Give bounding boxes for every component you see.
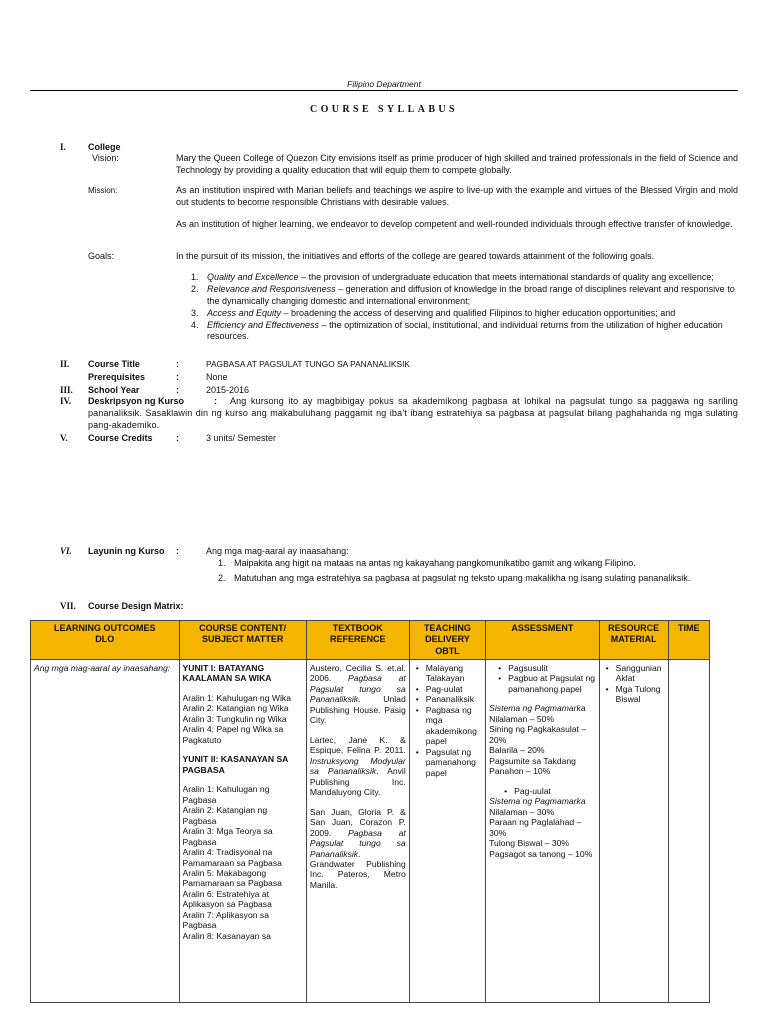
goal-text: – the optimization of social, institutional, and individual returns from the utilization of higher education resources. (207, 319, 723, 342)
dlo-cell (31, 659, 180, 1002)
description-text: Ang kursong ito ay magbibigay pokus sa akademikong pagbasa at lohikal na pagsulat tungo sa paggawa ng sariling pananaliksik. Sasaklawin din ng kurso ang makabuluhang paggamit ng iba’t ibang estratehiya sa pagbasa at pagsulat bilang paghahanda ng mga sulating pang-akademiko. (88, 396, 738, 430)
delivery-item: • Pag-uulat (413, 684, 482, 694)
goal-term: Access and Equity (207, 307, 282, 318)
section-roman-vi: VI. (60, 546, 72, 556)
goal-term: Efficiency and Effectiveness (207, 319, 320, 330)
layunin-list (218, 558, 728, 585)
assessment-list (489, 786, 596, 796)
section-roman-iii: III. (60, 385, 73, 395)
layunin-text: Matutuhan ang mga estratehiya sa pagbasa at pagsulat ng teksto upang makalikha ng isang sulating pananaliksik. (234, 572, 691, 583)
header-textbook-reference (306, 621, 409, 660)
spacer (310, 726, 406, 735)
spacer (489, 694, 596, 703)
document-title: COURSE SYLLABUS (310, 104, 458, 115)
reference-author: San Juan, Gloria P. & San Juan, Corazon P. 2009. (309, 806, 406, 838)
layunin-item (218, 558, 728, 570)
goal-item (191, 272, 738, 284)
resource-list (603, 663, 665, 705)
grading-system-title: Sistema ng Pagmamarka (489, 796, 586, 807)
grading-line: Pagsagot sa tanong – 10% (489, 848, 593, 859)
reference-author: Lartec, Jane K. & Espique, Felina P. 2011. (309, 734, 406, 756)
grading-line: Paraan ng Paglalahad – 30% (489, 817, 582, 838)
content-cell (179, 659, 306, 1002)
goals-label: Goals: (88, 251, 115, 261)
assessment-item: • Pagbuo at Pagsulat ng pamanahong papel (495, 673, 596, 694)
department-header: Filipino Department (347, 79, 421, 89)
matrix-body-row (31, 659, 710, 1002)
section-roman-i: I. (60, 142, 66, 152)
colon: : (176, 546, 179, 556)
colon: : (176, 433, 179, 443)
header-course-content (179, 621, 306, 660)
reference-author: Austero, Cecilia S. et.al. 2006. (309, 662, 406, 684)
course-design-matrix (30, 620, 710, 1003)
delivery-item: • Pagbasa ng mga akademikong papel (413, 705, 482, 747)
goal-item (191, 320, 738, 344)
goal-text: – the provision of undergraduate education that meets international standards of quality ang excellence; (298, 272, 714, 282)
layunin-label: Layunin ng Kurso (88, 546, 165, 556)
assessment-list (489, 663, 596, 694)
header-text: REFERENCE (330, 634, 386, 645)
colon: : (176, 359, 179, 369)
header-text: MATERIAL (610, 634, 657, 645)
delivery-item: • Pananaliksik (413, 694, 482, 704)
reference-entry (310, 807, 406, 891)
header-time (668, 621, 709, 660)
lesson-item: Aralin 1: Kahulugan ng Pagbasa (182, 784, 270, 805)
matrix-header-row (31, 621, 710, 660)
layunin-number: 1. (218, 558, 226, 568)
lesson-item: Aralin 3: Tungkulin ng Wika (182, 713, 287, 724)
reference-cell (306, 659, 409, 1002)
header-text: ASSESSMENT (511, 623, 574, 633)
assessment-item: • Pag-uulat (501, 786, 596, 796)
school-year-value: 2015-2016 (206, 385, 250, 395)
course-credits-value: 3 units/ Semester (206, 433, 277, 443)
layunin-item (218, 573, 728, 585)
matrix-label: Course Design Matrix: (88, 601, 184, 611)
section-roman-iv: IV. (60, 396, 72, 406)
colon: : (176, 385, 179, 395)
delivery-item: • Pagsulat ng pamanahong papel (413, 747, 482, 778)
header-text: SUBJECT MATTER (202, 634, 284, 645)
goal-number: 1. (191, 272, 199, 282)
section-roman-ii: II. (60, 359, 70, 369)
grading-line: Balarila – 20% (489, 745, 545, 756)
spacer (183, 745, 303, 754)
vision-label: Vision: (92, 153, 119, 163)
assessment-item: • Pagsusulit (495, 663, 596, 673)
goal-term: Relevance and Responsiveness (207, 283, 336, 294)
goal-number: 4. (191, 319, 199, 330)
lesson-item: Aralin 6: Estratehiya at Aplikasyon sa Pagbasa (182, 888, 272, 910)
header-text: DELIVERY (425, 634, 470, 645)
header-text: TIME (678, 623, 700, 633)
content-clip (183, 663, 303, 969)
reference-publisher: . Unlad Publishing House. Pasig City. (309, 694, 406, 726)
resource-item: • Sanggunian Aklat (603, 663, 665, 684)
lesson-item: Aralin 2: Katangian ng Pagbasa (182, 805, 268, 826)
spacer (183, 775, 303, 784)
header-divider (30, 90, 738, 91)
header-assessment (486, 621, 600, 660)
spacer (183, 684, 303, 693)
header-text: TEACHING (423, 623, 471, 633)
reference-publisher: . Grandwater Publishing Inc. Pateros, Metro Manila. (309, 848, 406, 890)
header-teaching-delivery (409, 621, 485, 660)
goal-term: Quality and Excellence (207, 272, 299, 282)
goal-text: – generation and diffusion of knowledge in the broad range of disciplines relevant and responsive to the dynamically changing domestic and international environment; (207, 283, 735, 306)
prerequisites-value: None (206, 372, 228, 382)
colon: : (176, 372, 179, 382)
lesson-item: Aralin 7: Aplikasyon sa Pagbasa (182, 909, 269, 931)
goals-list (191, 272, 738, 343)
vision-text: Mary the Queen College of Quezon City envisions itself as prime producer of high skilled and trained professionals in the field of Science and Technology by providing a quality education that will equip them to compete globally. (176, 153, 738, 175)
mission-label: Mission: (88, 186, 118, 195)
reference-entry (310, 735, 406, 798)
lesson-item: Aralin 8: Kasanayan sa (182, 930, 271, 941)
colon: : (214, 396, 217, 406)
grading-line: Nilalaman – 30% (489, 806, 555, 817)
course-credits-label: Course Credits (88, 433, 153, 443)
lesson-item: Aralin 1: Kahulugan ng Wika (182, 692, 291, 703)
mission-text-1: As an institution inspired with Marian beliefs and teachings we aspire to live-up with the example and virtues of the Blessed Virgin and mold out students to become responsible Christians with desirable values. (176, 185, 738, 207)
header-resource-material (599, 621, 668, 660)
lesson-item: Aralin 2: Katangian ng Wika (182, 703, 289, 714)
lesson-item: Aralin 5: Makabagong Pamamaraan sa Pagbasa (182, 867, 282, 889)
course-title-label: Course Title (88, 359, 140, 369)
spacer (489, 777, 596, 786)
goal-item (191, 308, 738, 320)
section-roman-vii: VII. (60, 601, 76, 611)
delivery-item: • Malayang Talakayan (413, 663, 482, 684)
goal-number: 2. (191, 283, 199, 294)
layunin-text: Maipakita ang higit na mataas na antas ng kakayahang pangkomunikatibo gamit ang wikang Filipino. (234, 558, 636, 568)
lesson-item: Aralin 3: Mga Teorya sa Pagbasa (182, 826, 273, 847)
grading-line: Pagsumite sa Takdang Panahon – 10% (489, 755, 576, 777)
spacer (310, 798, 406, 807)
school-year-label: School Year (88, 385, 140, 395)
header-text: DLO (95, 634, 115, 645)
grading-line: Tulong Biswal – 30% (489, 838, 570, 849)
unit-title: YUNIT II: KASANAYAN SA PAGBASA (182, 754, 289, 775)
grading-line: Nilalaman – 50% (489, 713, 555, 724)
goal-item (191, 284, 738, 308)
prerequisites-label: Prerequisites (88, 372, 146, 382)
reference-title: Pagbasa at Pagsulat tungo sa Pananaliksik (309, 827, 406, 859)
layunin-intro: Ang mga mag-aaral ay inaasahang: (206, 546, 349, 556)
lesson-item: Aralin 4: Tradisyonal na Pamamaraan sa Pagbasa (182, 847, 282, 868)
reference-entry (310, 663, 406, 726)
goals-intro: In the pursuit of its mission, the initiatives and efforts of the college are geared towards attainment of the following goals. (176, 251, 655, 261)
reference-title: Instruksyong Modyular sa Pananaliksik (309, 755, 406, 777)
dlo-text: Ang mga mag-aaral ay inaasahang: (34, 662, 171, 673)
header-text: TEXTBOOK (332, 623, 383, 633)
header-text: OBTL (435, 645, 460, 656)
section-roman-v: V. (60, 433, 68, 443)
goal-number: 3. (191, 307, 199, 318)
time-cell (668, 659, 709, 1002)
delivery-cell (409, 659, 485, 1002)
mission-text-2: As an institution of higher learning, we endeavor to develop competent and well-rounded individuals through effective transfer of knowledge. (176, 219, 733, 229)
course-title-value: PAGBASA AT PAGSULAT TUNGO SA PANANALIKSIK (206, 359, 411, 369)
header-text: RESOURCE (608, 623, 660, 633)
grading-line: Sining ng Pagkakasulat – 20% (489, 724, 587, 745)
reference-publisher: . Anvil Publishing Inc. Mandaluyong City. (309, 766, 406, 798)
college-heading: College (88, 142, 121, 152)
delivery-list (413, 663, 482, 778)
header-text: LEARNING OUTCOMES (54, 623, 156, 633)
resource-cell (599, 659, 668, 1002)
grading-system-title: Sistema ng Pagmamarka (489, 703, 586, 714)
header-learning-outcomes (31, 621, 180, 660)
layunin-number: 2. (218, 572, 226, 583)
lesson-item: Aralin 4: Papel ng Wika sa Pagkatuto (182, 724, 284, 745)
assessment-cell (486, 659, 600, 1002)
resource-item: • Mga Tulong Biswal (603, 684, 665, 705)
goal-text: – broadening the access of deserving and qualified Filipinos to higher education opportunities; and (281, 307, 676, 318)
reference-title: Pagbasa at Pagsulat tungo sa Pananaliksik (309, 673, 406, 705)
header-text: COURSE CONTENT/ (199, 623, 287, 633)
description-label: Deskripsyon ng Kurso (88, 396, 185, 406)
unit-title: YUNIT I: BATAYANG KAALAMAN SA WIKA (182, 662, 272, 684)
